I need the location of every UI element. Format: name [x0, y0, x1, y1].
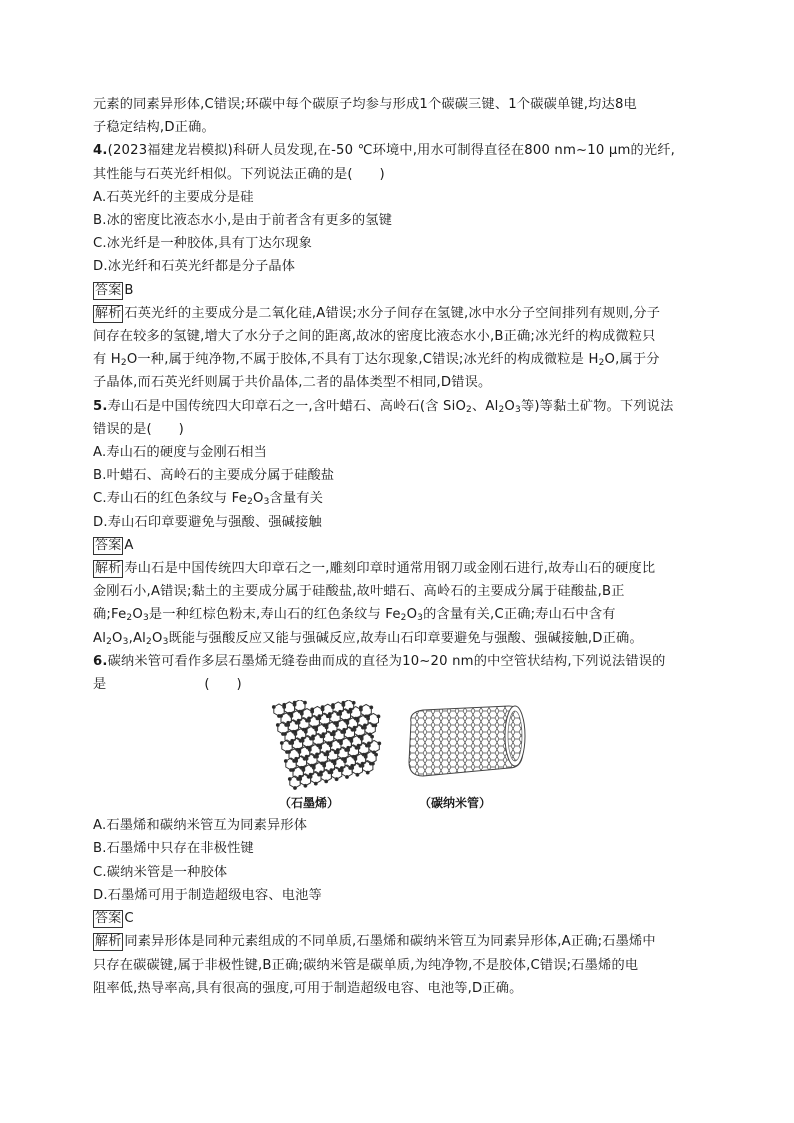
option-b: B.冰的密度比液态水小,是由于前者含有更多的氢键	[93, 213, 393, 229]
analysis-line: 只存在碳碳键,属于非极性键,B正确;碳纳米管是碳单质,为纯净物,不是胶体,C错误;石墨烯的电	[93, 957, 639, 973]
question-number: 5.	[93, 398, 108, 414]
question-4-stem: 4.(2023福建龙岩模拟)科研人员发现,在-50 ℃环境中,用水可制得直径在800 nm~10 μm的光纤,	[93, 143, 676, 159]
answer-value: A	[124, 537, 134, 553]
caption-nanotube: （碳纳米管）	[419, 796, 492, 811]
analysis-line: 阻率低,热导率高,具有很高的强度,可用于制造超级电容、电池等,D正确。	[93, 980, 523, 996]
answer-tag: 答案	[95, 911, 122, 927]
option-b: B.叶蜡石、高岭石的主要成分属于硅酸盐	[93, 468, 335, 484]
option-b: B.石墨烯中只存在非极性键	[93, 841, 254, 857]
option-a: A.石墨烯和碳纳米管互为同素异形体	[93, 818, 308, 834]
option-c: C.冰光纤是一种胶体,具有丁达尔现象	[93, 236, 313, 252]
intro-line: 元素的同素异形体,C错误;环碳中每个碳原子均参与形成1个碳碳三键、1个碳碳单键,均达8电	[93, 97, 637, 112]
answer-line	[93, 279, 713, 302]
analysis-line: 间存在较多的氢键,增大了水分子之间的距离,故冰的密度比液态水小,B正确;冰光纤的构成微粒只	[93, 329, 656, 345]
caption-graphene: （石墨烯）	[279, 796, 340, 811]
analysis-line: $Al_2O_3,Al_2O_3$既能与强酸反应又能与强碱反应,故寿山石印章要避免与强酸、强碱接触,D正确。	[93, 630, 643, 647]
answer-value: B	[124, 282, 134, 298]
option-a: A.石英光纤的主要成分是硅	[93, 189, 254, 205]
answer-tag: 答案	[95, 282, 122, 298]
nanotube-image	[401, 704, 529, 780]
analysis-line: 解析 同素异形体是同种元素组成的不同单质,石墨烯和碳纳米管互为同素异形体,A正确;石墨烯中	[95, 934, 656, 950]
analysis-tag: 解析	[95, 305, 122, 321]
analysis-line: 解析 寿山石是中国传统四大印章石之一,雕刻印章时通常用钢刀或金刚石进行,故寿山石的硬度比	[95, 561, 656, 577]
question-number: 6.	[93, 653, 108, 669]
question-5-stem: 错误的是( )	[93, 421, 185, 437]
option-d: D.石墨烯可用于制造超级电容、电池等	[93, 887, 322, 903]
option-c: C.寿山石的红色条纹与 $Fe_2O_3$含量有关	[93, 491, 324, 508]
answer-line	[93, 907, 713, 930]
answer-value: C	[124, 911, 134, 927]
question-number: 4.	[93, 143, 108, 159]
question-4-stem: 其性能与石英光纤相似。下列说法正确的是( )	[93, 166, 385, 182]
question-5-stem: 5.寿山石是中国传统四大印章石之一,含叶蜡石、高岭石(含 SiO$_2$、$Al_2O_3$等)等黏土矿物。下列说法	[93, 398, 674, 415]
option-a: A.寿山石的硬度与金刚石相当	[93, 445, 268, 461]
question-6-stem: 是 ( )	[93, 677, 242, 693]
analysis-line: 金刚石小,A错误;黏土的主要成分属于硅酸盐,故叶蜡石、高岭石的主要成分属于硅酸盐,B正	[93, 584, 625, 600]
option-d: D.冰光纤和石英光纤都是分子晶体	[93, 259, 296, 275]
option-c: C.碳纳米管是一种胶体	[93, 864, 228, 880]
graphene-image	[265, 700, 385, 792]
answer-line	[93, 534, 713, 557]
analysis-line: 子晶体,而石英光纤则属于共价晶体,二者的晶体类型不相同,D错误。	[93, 375, 492, 391]
analysis-tag: 解析	[95, 934, 122, 950]
answer-tag: 答案	[95, 537, 122, 553]
analysis-line: 确$;Fe_2O_3$是一种红棕色粉末,寿山石的红色条纹与 $Fe_2O_3$的含量有关,C正确;寿山石中含有	[93, 607, 616, 624]
document-page	[93, 93, 713, 1000]
analysis-line: 有 $H_2O$一种,属于纯净物,不属于胶体,不具有丁达尔现象,C错误;冰光纤的构成微粒是 $H_2O$,属于分	[93, 352, 660, 369]
option-d: D.寿山石印章要避免与强酸、强碱接触	[93, 514, 322, 530]
figure-graphene-nanotube	[93, 700, 713, 812]
analysis-line: 解析 石英光纤的主要成分是二氧化硅,A错误;水分子间存在氢键,冰中水分子空间排列有规则,分子	[95, 305, 661, 321]
analysis-tag: 解析	[95, 561, 122, 577]
question-6-stem: 6.碳纳米管可看作多层石墨烯无缝卷曲而成的直径为10~20 nm的中空管状结构,下列说法错误的	[93, 653, 666, 669]
intro-line: 子稳定结构,D正确。	[93, 120, 215, 136]
